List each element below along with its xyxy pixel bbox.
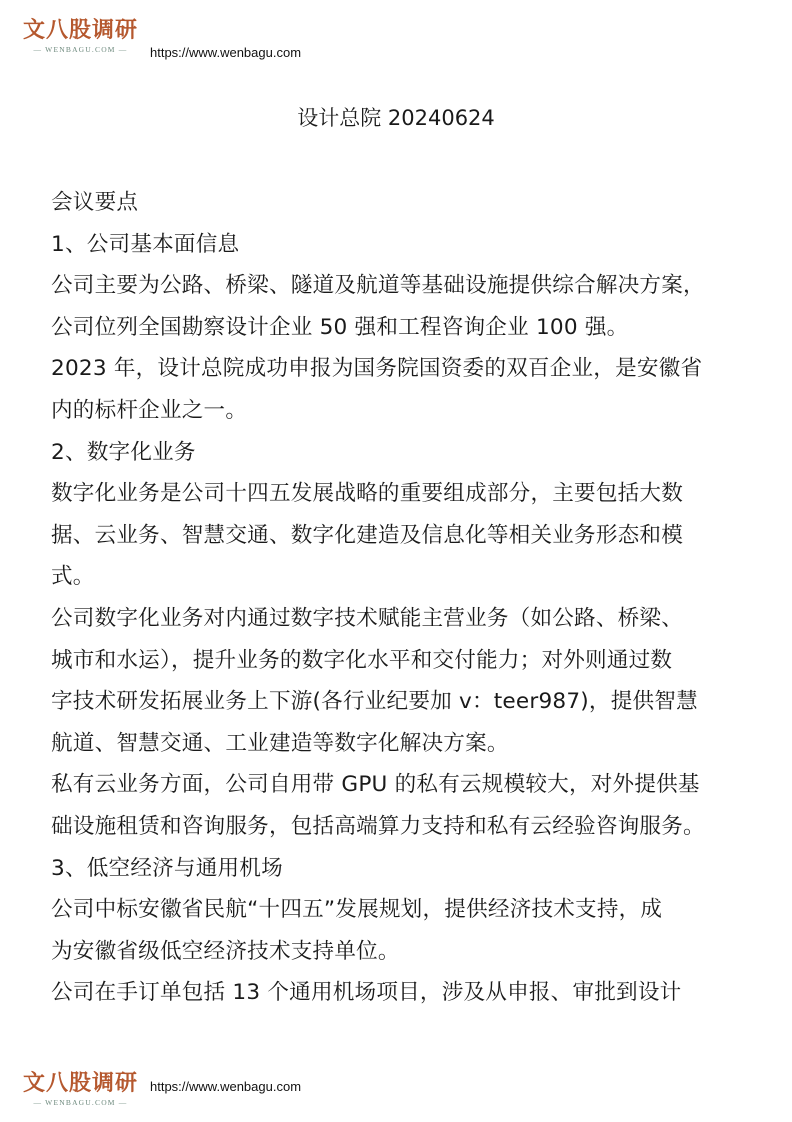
paragraph-line: 公司数字化业务对内通过数字技术赋能主营业务（如公路、桥梁、 [51,605,684,631]
paragraph-line: 字技术研发拓展业务上下游(各行业纪要加 v：teer987)，提供智慧 [51,689,698,715]
paragraph-line: 据、云业务、智慧交通、数字化建造及信息化等相关业务形态和模 [51,522,684,548]
section-heading-3: 3、低空经济与通用机场 [51,855,283,881]
brand-logo-text: 文八股调研 [22,1070,138,1096]
document-body [51,182,751,1014]
header-url: https://www.wenbagu.com [150,45,302,60]
section-heading-meeting-points: 会议要点 [51,190,139,215]
paragraph-line: 私有云业务方面，公司自用带 GPU 的私有云规模较大，对外提供基 [51,772,700,798]
paragraph-line: 公司主要为公路、桥梁、隧道及航道等基础设施提供综合解决方案， [51,273,705,299]
paragraph-line: 公司在手订单包括 13 个通用机场项目，涉及从申报、审批到设计 [51,980,682,1006]
paragraph-line: 城市和水运），提升业务的数字化水平和交付能力；对外则通过数 [51,647,673,673]
document-title: 设计总院 20240624 [297,106,495,130]
paragraph-line: 础设施租赁和咨询服务，包括高端算力支持和私有云经验咨询服务。 [51,813,705,839]
header-brand-logo [18,17,143,55]
footer-brand-logo [18,1070,143,1108]
paragraph-line: 数字化业务是公司十四五发展战略的重要组成部分，主要包括大数 [51,481,684,507]
paragraph-line: 航道、智慧交通、工业建造等数字化解决方案。 [51,730,509,756]
section-heading-1: 1、公司基本面信息 [51,231,240,257]
paragraph-line: 2023 年，设计总院成功申报为国务院国资委的双百企业，是安徽省 [51,356,703,382]
paragraph-line: 公司中标安徽省民航“十四五”发展规划，提供经济技术支持，成 [51,897,663,923]
section-heading-2: 2、数字化业务 [51,439,196,465]
paragraph-line: 公司位列全国勘察设计企业 50 强和工程咨询企业 100 强。 [51,314,629,340]
paragraph-line: 为安徽省级低空经济技术支持单位。 [51,938,400,964]
footer-url: https://www.wenbagu.com [150,1079,302,1094]
brand-logo-text: 文八股调研 [22,17,138,43]
paragraph-line: 式。 [51,564,95,590]
brand-logo-subtitle: — WENBAGU.COM — [33,1098,128,1107]
paragraph-line: 内的标杆企业之一。 [51,397,248,423]
brand-logo-subtitle: — WENBAGU.COM — [33,45,128,54]
